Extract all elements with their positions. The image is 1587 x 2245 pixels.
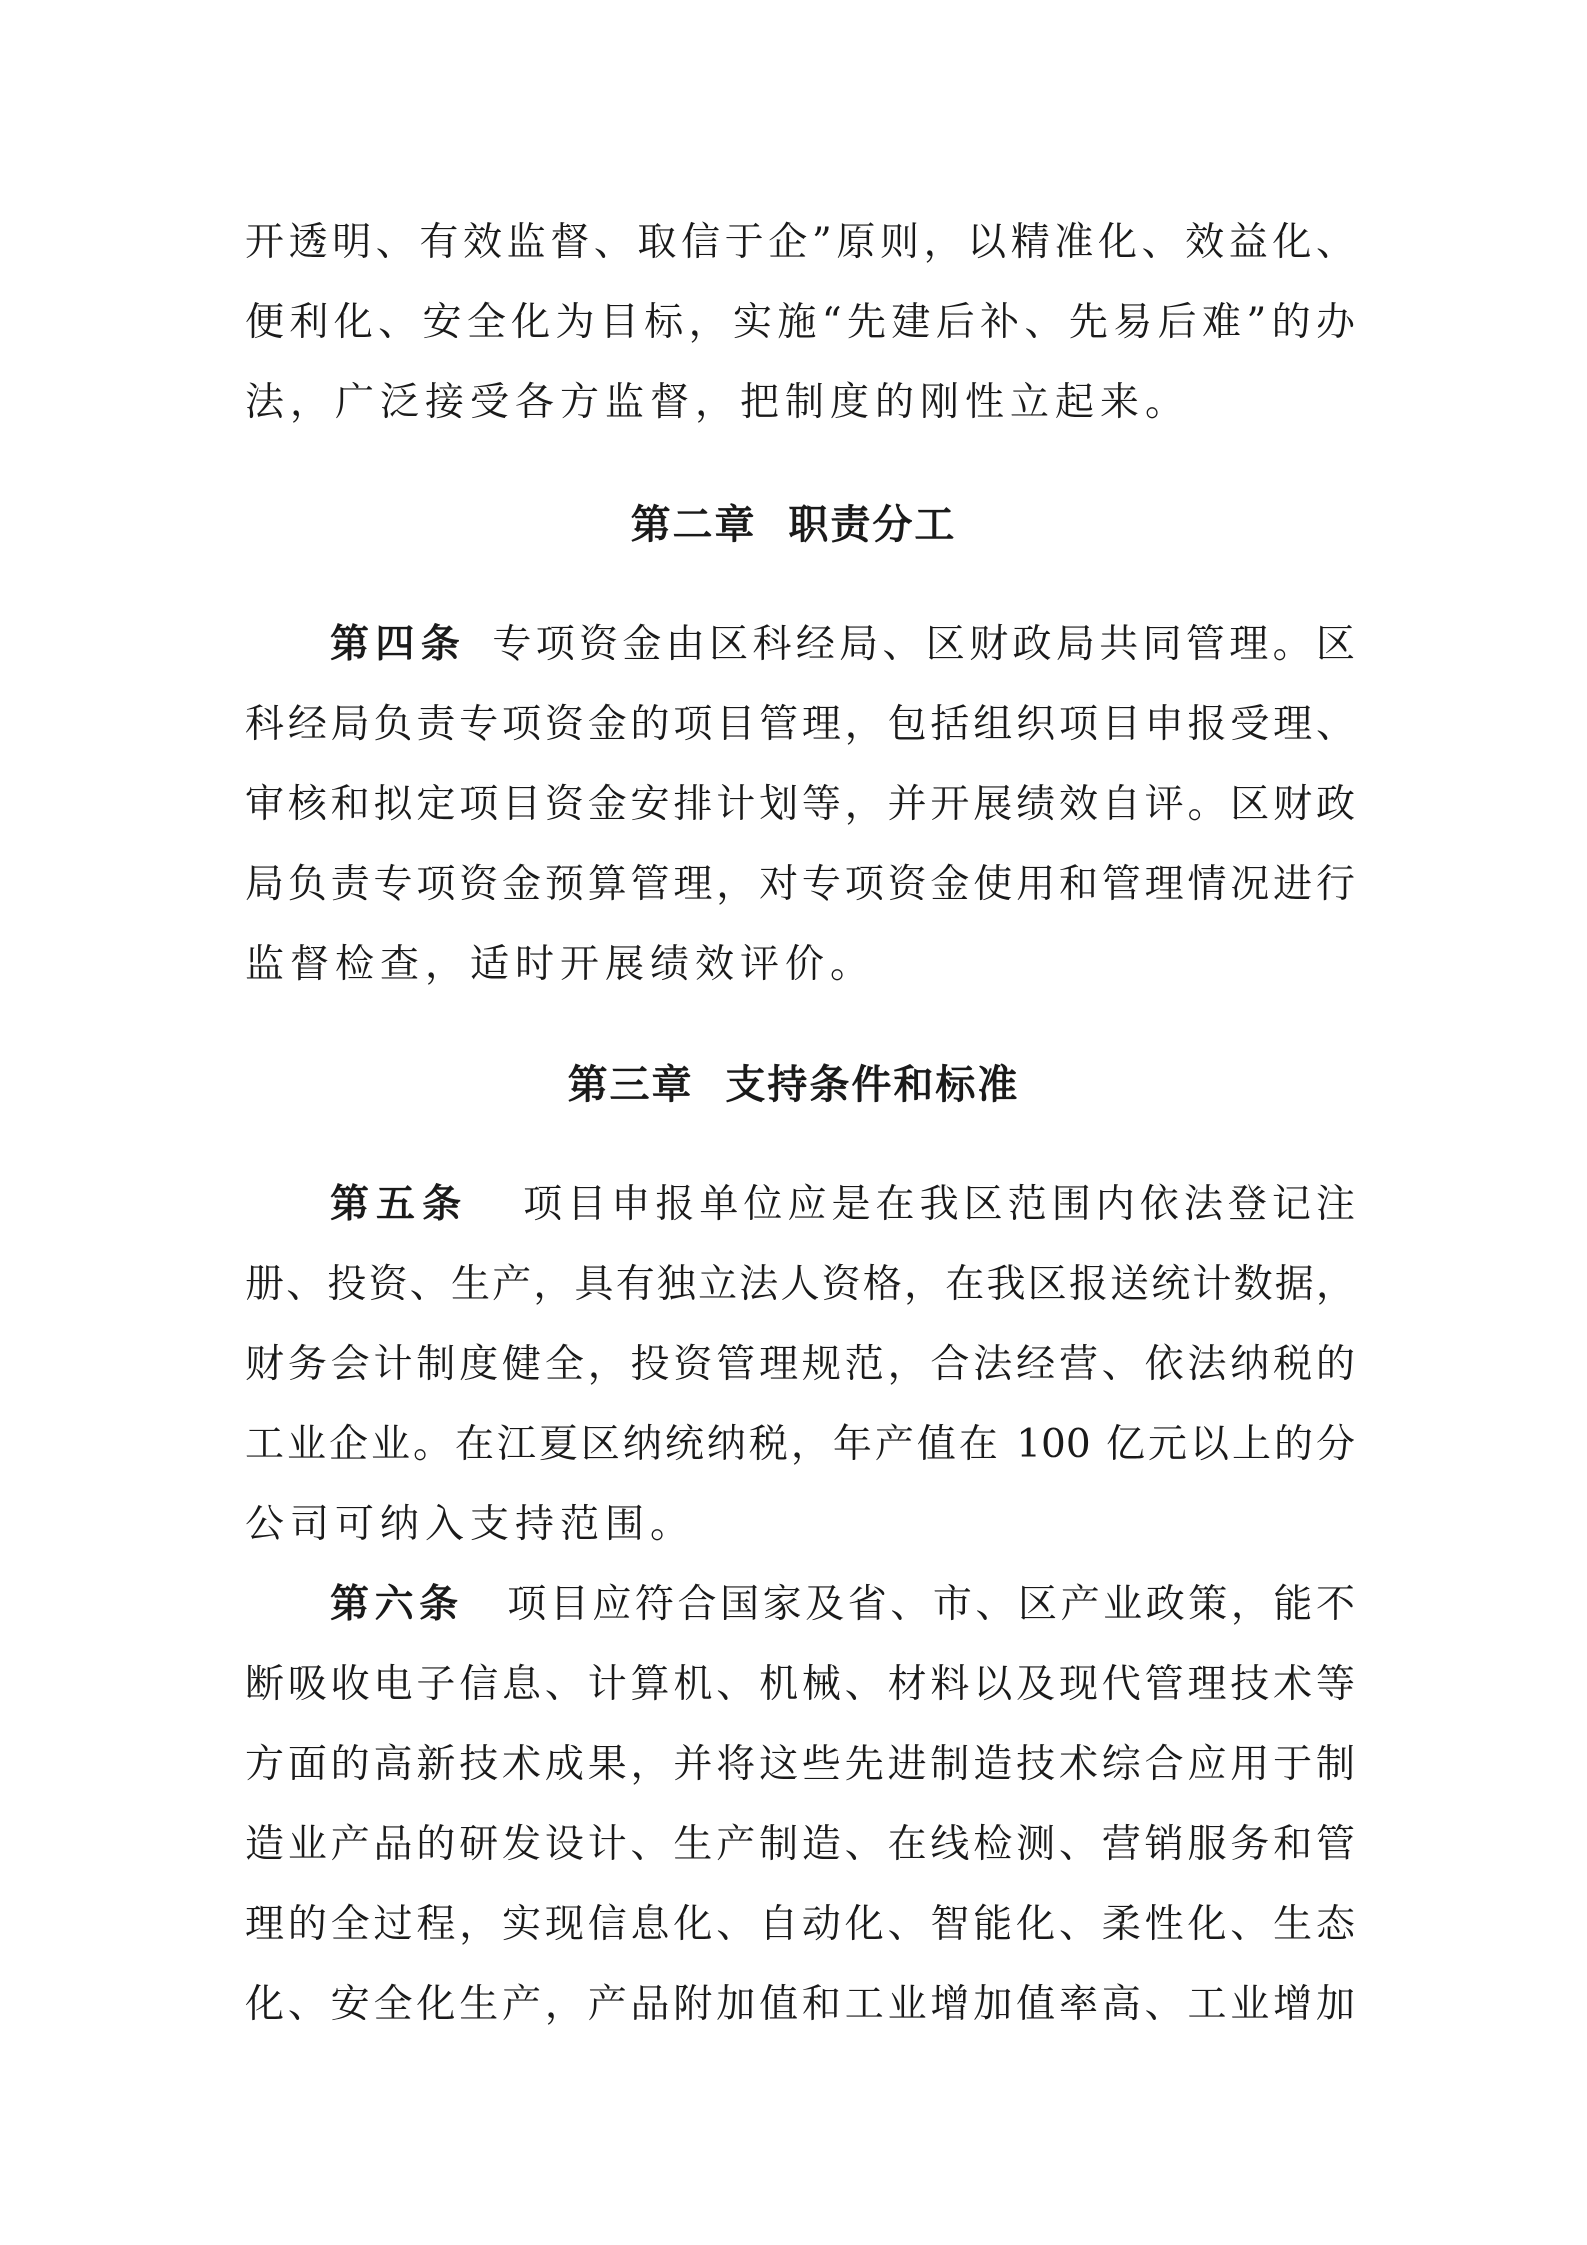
- paragraph-line: 科经局负责专项资金的项目管理，包括组织项目申报受理、: [245, 702, 1355, 747]
- paragraph-line: 财务会计制度健全，投资管理规范，合法经营、依法纳税的: [245, 1342, 1355, 1387]
- article-first-line: [330, 605, 1355, 685]
- paragraph-line: 方面的高新技术成果，并将这些先进制造技术综合应用于制: [245, 1742, 1355, 1787]
- article-first-line: [330, 1165, 1355, 1245]
- paragraph-line: 理的全过程，实现信息化、自动化、智能化、柔性化、生态: [245, 1902, 1355, 1947]
- article-first-line: [330, 1565, 1355, 1645]
- paragraph-line: 法，广泛接受各方监督，把制度的刚性立起来。: [245, 380, 1191, 425]
- paragraph-line: 监督检查，适时开展绩效评价。: [245, 942, 876, 987]
- article-text: 项目应符合国家及省、市、区产业政策，能不: [503, 1582, 1355, 1627]
- paragraph-line: 化、安全化生产，产品附加值和工业增加值率高、工业增加: [245, 1982, 1355, 2027]
- paragraph-line: 便利化、安全化为目标，实施“先建后补、先易后难”的办: [245, 300, 1355, 345]
- paragraph-line: 造业产品的研发设计、生产制造、在线检测、营销服务和管: [245, 1822, 1355, 1867]
- paragraph-line: 公司可纳入支持范围。: [245, 1502, 696, 1547]
- article-label: 第四条: [330, 622, 467, 667]
- paragraph-line: 局负责专项资金预算管理，对专项资金使用和管理情况进行: [245, 862, 1355, 907]
- paragraph-line: 工业企业。在江夏区纳统纳税，年产值在 100 亿元以上的分: [245, 1422, 1355, 1467]
- paragraph-line: 断吸收电子信息、计算机、机械、材料以及现代管理技术等: [245, 1662, 1355, 1707]
- article-text: 专项资金由区科经局、区财政局共同管理。区: [488, 622, 1355, 667]
- article-label: 第五条: [330, 1182, 469, 1227]
- article-text: 项目申报单位应是在我区范围内依法登记注: [518, 1182, 1355, 1227]
- paragraph-line: 审核和拟定项目资金安排计划等，并开展绩效自评。区财政: [245, 782, 1355, 827]
- chapter-heading: 第二章 职责分工: [630, 502, 957, 548]
- chapter-heading: 第三章 支持条件和标准: [567, 1062, 1020, 1108]
- article-label: 第六条: [330, 1582, 464, 1627]
- paragraph-line: 开透明、有效监督、取信于企”原则，以精准化、效益化、: [245, 220, 1355, 265]
- paragraph-line: 册、投资、生产，具有独立法人资格，在我区报送统计数据，: [245, 1262, 1355, 1307]
